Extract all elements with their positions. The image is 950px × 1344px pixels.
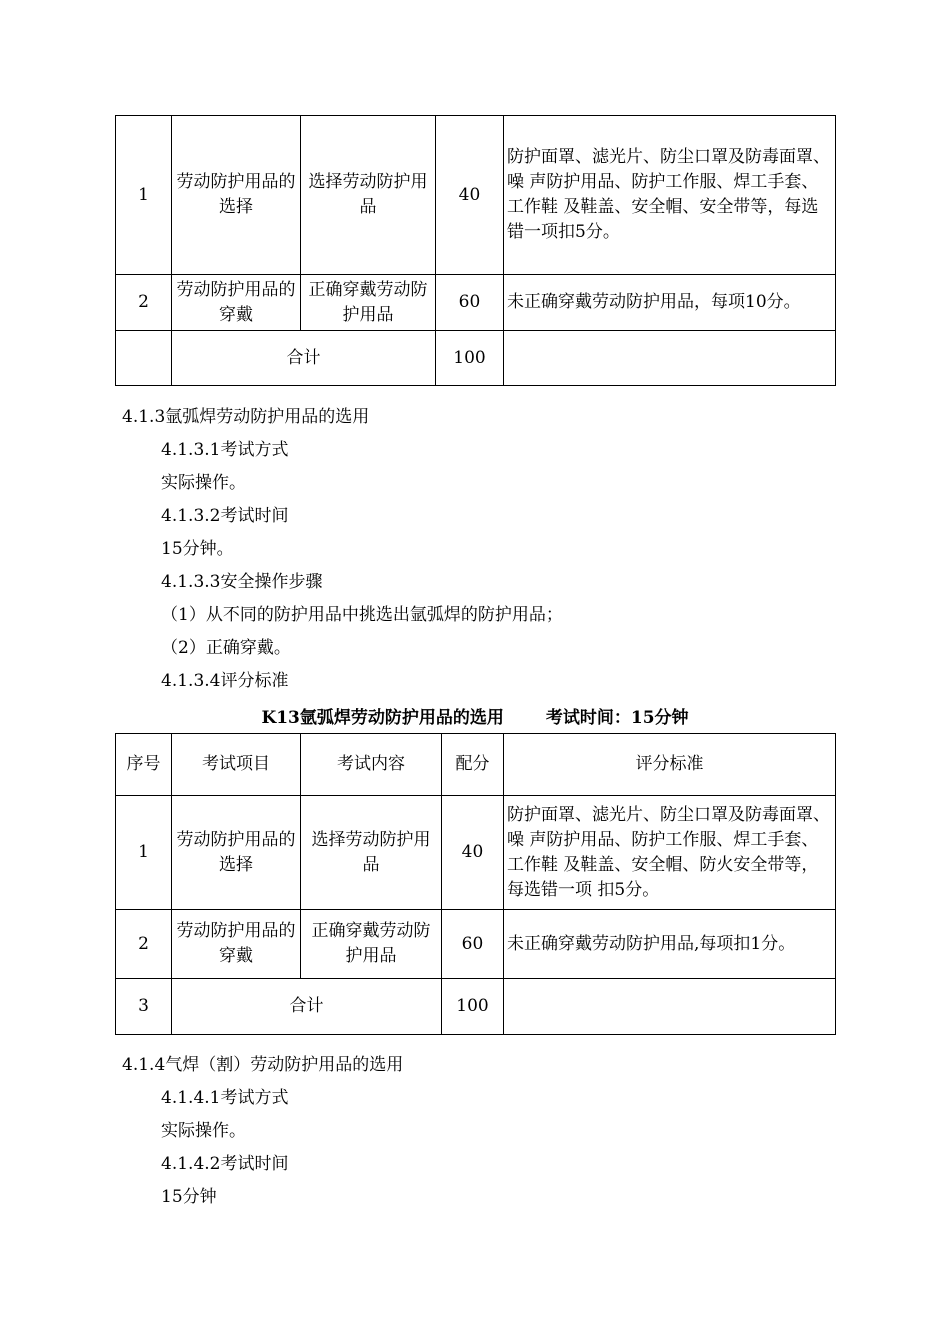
scoring-criteria (504, 979, 836, 1035)
table-row-total (116, 331, 836, 386)
body-text: 15分钟 (161, 1187, 217, 1207)
step-item: （1）从不同的防护用品中挑选出氩弧焊的防护用品； (161, 605, 563, 625)
row-number: 1 (116, 116, 172, 275)
row-number: 1 (116, 796, 172, 910)
exam-item: 劳动防护用品的穿戴 (172, 275, 301, 331)
step-item: （2）正确穿戴。 (161, 638, 291, 658)
exam-content: 正确穿戴劳动防护用品 (301, 275, 436, 331)
table-header-row (116, 734, 836, 796)
row-number: 2 (116, 275, 172, 331)
exam-content: 选择劳动防护用品 (301, 796, 442, 910)
column-header: 考试内容 (301, 734, 442, 796)
subsection-heading: 4.1.4.1考试方式 (161, 1088, 289, 1108)
exam-content: 正确穿戴劳动防护用品 (301, 910, 442, 979)
table-title-time: 考试时间：15分钟 (545, 708, 689, 728)
score: 60 (436, 275, 504, 331)
scoring-criteria: 防护面罩、滤光片、防尘口罩及防毒面罩、噪 声防护用品、防护工作服、焊工手套、工作鞋 及鞋盖、安全帽、防火安全带等，每选错一项 扣5分。 (504, 796, 836, 910)
subsection-heading: 4.1.3.3安全操作步骤 (161, 572, 323, 592)
table-title (0, 703, 950, 728)
score: 60 (442, 910, 504, 979)
table-row (116, 910, 836, 979)
row-number (116, 331, 172, 386)
table-row (116, 796, 836, 910)
scoring-criteria: 未正确穿戴劳动防护用品,每项扣1分。 (504, 910, 836, 979)
column-header: 考试项目 (172, 734, 301, 796)
table-row (116, 116, 836, 275)
subsection-heading: 4.1.3.4评分标准 (161, 671, 289, 691)
scoring-table (115, 733, 836, 1035)
subsection-heading: 4.1.3.2考试时间 (161, 506, 289, 526)
exam-item: 劳动防护用品的选择 (172, 116, 301, 275)
subsection-heading: 4.1.4.2考试时间 (161, 1154, 289, 1174)
column-header: 序号 (116, 734, 172, 796)
table-title-text: K13氩弧焊劳动防护用品的选用 (261, 708, 504, 728)
scoring-table-continued (115, 115, 836, 386)
section-heading: 4.1.3氩弧焊劳动防护用品的选用 (122, 407, 370, 427)
body-text: 实际操作。 (161, 473, 246, 493)
table-row (116, 275, 836, 331)
scoring-criteria (504, 331, 836, 386)
column-header: 评分标准 (504, 734, 836, 796)
column-header: 配分 (442, 734, 504, 796)
exam-item: 劳动防护用品的选择 (172, 796, 301, 910)
body-text: 实际操作。 (161, 1121, 246, 1141)
section-heading: 4.1.4气焊（割）劳动防护用品的选用 (122, 1055, 404, 1075)
total-label: 合计 (172, 979, 442, 1035)
scoring-criteria: 防护面罩、滤光片、防尘口罩及防毒面罩、噪 声防护用品、防护工作服、焊工手套、工作鞋 及鞋盖、安全帽、安全带等，每选错一项扣5分。 (504, 116, 836, 275)
row-number: 3 (116, 979, 172, 1035)
subsection-heading: 4.1.3.1考试方式 (161, 440, 289, 460)
score: 40 (442, 796, 504, 910)
exam-item: 劳动防护用品的穿戴 (172, 910, 301, 979)
row-number: 2 (116, 910, 172, 979)
total-score: 100 (442, 979, 504, 1035)
score: 40 (436, 116, 504, 275)
body-text: 15分钟。 (161, 539, 234, 559)
total-label: 合计 (172, 331, 436, 386)
scoring-criteria: 未正确穿戴劳动防护用品，每项10分。 (504, 275, 836, 331)
total-score: 100 (436, 331, 504, 386)
table-row-total (116, 979, 836, 1035)
exam-content: 选择劳动防护用品 (301, 116, 436, 275)
